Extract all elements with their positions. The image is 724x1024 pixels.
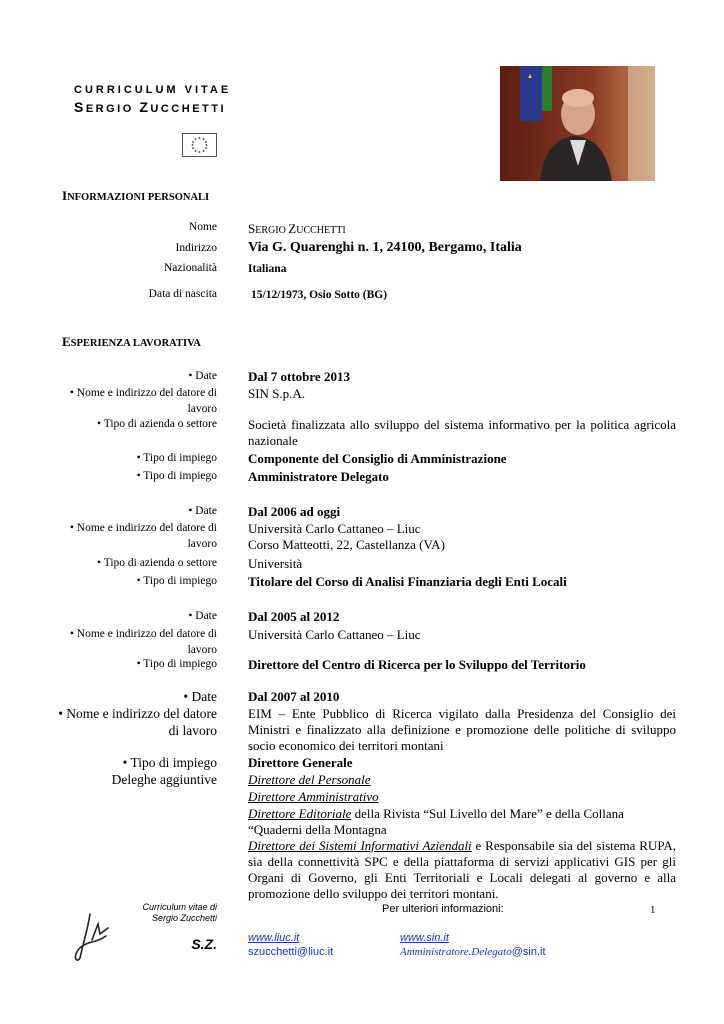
section-experience: ESPERIENZA LAVORATIVA [62, 334, 201, 349]
eu-flag-logo [182, 133, 217, 157]
value-date: Dal 7 ottobre 2013 [248, 369, 350, 384]
value-job: Componente del Consiglio di Amministrazione [248, 451, 507, 466]
label-name: Nome [188, 221, 217, 233]
label-job: • Tipo di impiego [136, 658, 217, 670]
label-job: • Tipo di impiego [136, 575, 217, 587]
value-job: Titolare del Corso di Analisi Finanziaria degli Enti Locali [248, 574, 567, 589]
value-employer: Università Carlo Cattaneo – Liuc Corso Matteotti, 22, Castellanza (VA) [248, 521, 445, 552]
value-date: Dal 2007 al 2010 [248, 689, 340, 704]
label-job: • Tipo di impiego [122, 755, 217, 770]
page-number: 1 [650, 904, 656, 916]
label-sector: • Tipo di azienda o settore [97, 418, 217, 430]
value-sector: Università [248, 556, 303, 571]
value-job: Direttore del Centro di Ricerca per lo Sviluppo del Territorio [248, 657, 586, 672]
value-job: Direttore Generale [248, 755, 353, 770]
link-liuc[interactable]: www.liuc.it [248, 932, 300, 944]
link-sin[interactable]: www.sin.it [400, 932, 449, 944]
value-employer: EIM – Ente Pubblico di Ricerca vigilato dalla Presidenza del Consiglio dei Ministri e finalizzato alla definizione e promozione delle politiche di sviluppo socio economico dei territori montani [248, 706, 676, 753]
delegation-admin: Direttore Amministrativo [248, 789, 379, 804]
label-job: • Tipo di impiego [136, 470, 217, 482]
label-date: • Date [188, 610, 217, 622]
cv-title: CURRICULUM VITAE [74, 84, 232, 96]
label-date: • Date [188, 370, 217, 382]
value-address: Via G. Quarenghi n. 1, 24100, Bergamo, Italia [248, 240, 522, 255]
label-address: Indirizzo [175, 242, 217, 254]
value-employer: Università Carlo Cattaneo – Liuc [248, 627, 421, 642]
label-employer: • Nome e indirizzo del datore di lavoro [69, 387, 217, 415]
delegation-personnel: Direttore del Personale [248, 772, 371, 787]
label-delegations: Deleghe aggiuntive [111, 772, 217, 787]
cv-name: SERGIO ZUCCHETTI [74, 99, 227, 115]
delegation-it-systems: Direttore dei Sistemi Informativi Aziendali e Responsabile sia del sistema RUPA, sia della connettività SPC e della piattaforma di servizi applicativi GIS per gli Organi di Governo, gli Enti Territoriali e Locali delegati al governo e alla promozione dello sviluppo dei territori montani. [248, 838, 676, 901]
email-sin[interactable]: Amministratore.Delegato@sin.it [400, 946, 546, 958]
label-date: • Date [183, 689, 217, 704]
profile-photo [500, 66, 655, 181]
label-job: • Tipo di impiego [136, 452, 217, 464]
label-sector: • Tipo di azienda o settore [97, 557, 217, 569]
label-employer: • Nome e indirizzo del datore di lavoro [58, 706, 217, 738]
value-employer: SIN S.p.A. [248, 386, 306, 401]
delegation-editorial: Direttore Editoriale della Rivista “Sul Livello del Mare” e della Collana “Quaderni della Montagna [248, 806, 624, 837]
value-date: Dal 2005 al 2012 [248, 609, 340, 624]
value-birth: 15/12/1973, Osio Sotto (BG) [251, 289, 388, 301]
label-date: • Date [188, 505, 217, 517]
footer-more-info: Per ulteriori informazioni: [382, 903, 504, 915]
value-nationality: Italiana [248, 263, 287, 275]
label-employer: • Nome e indirizzo del datore di lavoro [69, 628, 217, 656]
label-birth: Data di nascita [148, 288, 217, 300]
label-nationality: Nazionalità [163, 262, 217, 274]
value-sector: Società finalizzata allo sviluppo del sistema informativo per la politica agricola nazionale [248, 417, 676, 448]
label-employer: • Nome e indirizzo del datore di lavoro [69, 522, 217, 550]
email-liuc[interactable]: szucchetti@liuc.it [248, 946, 334, 958]
value-name: SERGIO ZUCCHETTI [248, 221, 346, 236]
footer-initials: S.Z. [191, 936, 217, 952]
value-date: Dal 2006 ad oggi [248, 504, 341, 519]
section-personal-info: INFORMAZIONI PERSONALI [62, 188, 210, 203]
value-job: Amministratore Delegato [248, 469, 389, 484]
footer-cv-label: Curriculum vitae di Sergio Zucchetti [142, 902, 217, 923]
signature [70, 910, 110, 965]
